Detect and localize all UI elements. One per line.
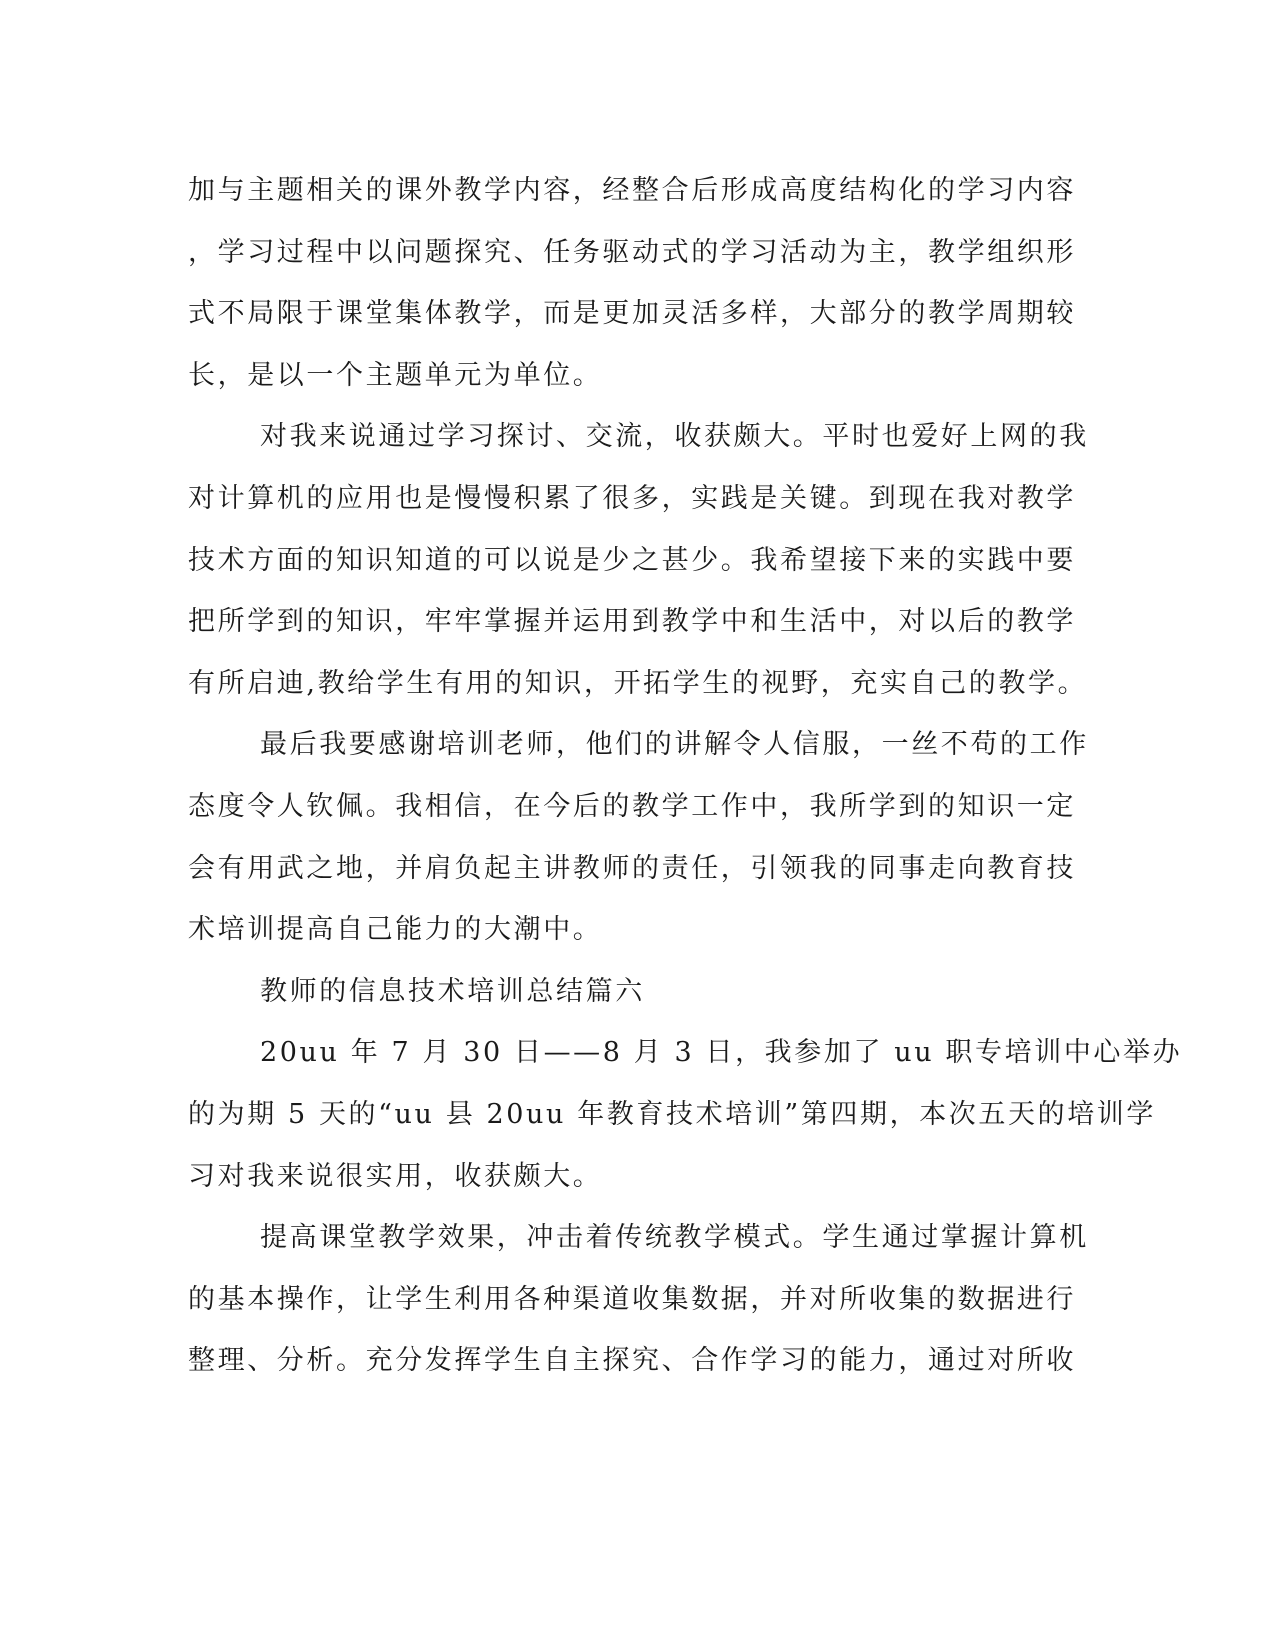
text-line: 的基本操作，让学生利用各种渠道收集数据，并对所收集的数据进行 (188, 1283, 1076, 1315)
text-line: 技术方面的知识知道的可以说是少之甚少。我希望接下来的实践中要 (188, 544, 1076, 576)
text-line: 加与主题相关的课外教学内容，经整合后形成高度结构化的学习内容 (188, 175, 1076, 206)
text-line: 最后我要感谢培训老师，他们的讲解令人信服，一丝不苟的工作 (260, 729, 1089, 761)
text-line: 习对我来说很实用，收获颇大。 (188, 1160, 603, 1192)
text-line: 态度令人钦佩。我相信，在今后的教学工作中，我所学到的知识一定 (188, 790, 1076, 822)
text-line: 对我来说通过学习探讨、交流，收获颇大。平时也爱好上网的我 (260, 421, 1089, 453)
document-body (188, 160, 1183, 1392)
text-line: ，学习过程中以问题探究、任务驱动式的学习活动为主，教学组织形 (188, 236, 1076, 268)
text-line: 会有用武之地，并肩负起主讲教师的责任，引领我的同事走向教育技 (188, 852, 1076, 884)
text-line: 教师的信息技术培训总结篇六 (260, 975, 645, 1007)
paragraph-intro (188, 1022, 1183, 1207)
text-line: 有所启迪,教给学生有用的知识，开拓学生的视野，充实自己的教学。 (188, 667, 1088, 699)
text-line: 把所学到的知识，牢牢掌握并运用到教学中和生活中，对以后的教学 (188, 606, 1076, 638)
text-line: 对计算机的应用也是慢慢积累了很多，实践是关键。到现在我对教学 (188, 482, 1076, 514)
paragraph-reflection (188, 406, 1088, 714)
paragraph-effect (188, 1207, 1088, 1392)
text-line: 式不局限于课堂集体教学，而是更加灵活多样，大部分的教学周期较 (188, 298, 1076, 330)
section-heading (188, 961, 1088, 1023)
text-line: 20uu 年 7 月 30 日——8 月 3 日，我参加了 uu 职专培训中心举办 (260, 1037, 1183, 1069)
text-line: 术培训提高自己能力的大潮中。 (188, 914, 603, 946)
paragraph-continued (188, 160, 1088, 406)
paragraph-thanks (188, 714, 1088, 960)
text-line: 整理、分析。充分发挥学生自主探究、合作学习的能力，通过对所收 (188, 1345, 1076, 1377)
text-line: 的为期 5 天的“uu 县 20uu 年教育技术培训”第四期，本次五天的培训学 (188, 1098, 1157, 1130)
text-line: 长，是以一个主题单元为单位。 (188, 359, 603, 391)
text-line: 提高课堂教学效果，冲击着传统教学模式。学生通过掌握计算机 (260, 1222, 1089, 1254)
